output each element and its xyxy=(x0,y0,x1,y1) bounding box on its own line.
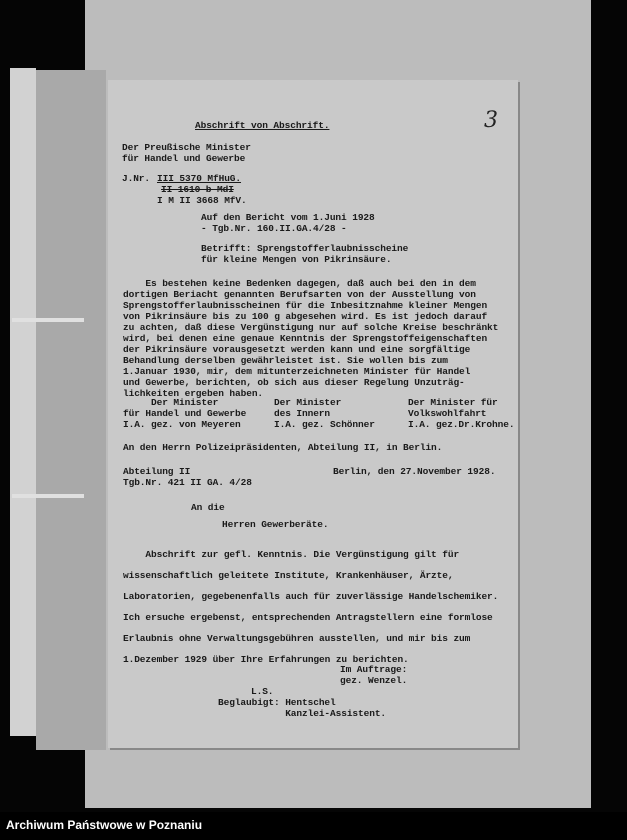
place-date: Berlin, den 27.November 1928. xyxy=(333,466,496,477)
text-line: dortigen Beriacht genannten Berufsarten von der Ausstellung von xyxy=(123,289,476,300)
journal-number: III 5370 MfHuG. xyxy=(157,173,242,184)
sender-line: Der Preußische Minister xyxy=(122,142,251,153)
journal-number: II 1610 b MdI xyxy=(161,184,234,195)
journal-label: J.Nr. xyxy=(122,173,151,184)
text-line: lichkeiten ergeben haben. xyxy=(123,388,264,399)
text-line: Erlaubnis ohne Verwaltungsgebühren ausstellen, und mir bis zum xyxy=(123,633,471,644)
text-line: Es bestehen keine Bedenken dagegen, daß auch bei den in dem xyxy=(123,278,476,289)
text-line: 1.Dezember 1929 über Ihre Erfahrungen zu berichten. xyxy=(123,654,409,665)
underlying-sheet xyxy=(36,70,106,750)
signature-interior xyxy=(274,397,375,430)
text-line: Ich ersuche ergebenst, entsprechenden Antragstellern eine formlose xyxy=(123,612,493,623)
text-line: Sprengstofferlaubnisscheinen für die Inbesitznahme kleiner Mengen xyxy=(123,300,488,311)
sender-line: für Handel und Gewerbe xyxy=(122,153,246,164)
certification-line: Kanzlei-Assistent. xyxy=(218,708,387,719)
signature-line: Der Minister für xyxy=(408,397,498,408)
text-line: von Pikrinsäure bis zu 100 g abgesehen wird. Es ist jedoch darauf xyxy=(123,311,488,322)
signature-line: I.A. gez.Dr.Krohne. xyxy=(408,419,515,430)
reference-line: - Tgb.Nr. 160.II.GA.4/28 - xyxy=(201,223,347,234)
body-paragraph-2 xyxy=(123,544,498,670)
seal-mark: L.S. xyxy=(251,686,274,697)
sender xyxy=(122,142,251,164)
certification xyxy=(218,697,386,719)
department-line: Abteilung II xyxy=(123,466,191,477)
signature-line: Der Minister xyxy=(274,397,342,408)
reference xyxy=(201,212,375,234)
closing-line: gez. Wenzel. xyxy=(340,675,408,686)
recipient-line-2: Herren Gewerberäte. xyxy=(222,519,329,530)
certification-line: Beglaubigt: Hentschel xyxy=(218,697,336,708)
paper-clip xyxy=(12,494,84,498)
document-title: Abschrift von Abschrift. xyxy=(195,120,330,131)
addressee: An den Herrn Polizeipräsidenten, Abteilung II, in Berlin. xyxy=(123,442,443,453)
text-line: wird, bei denen eine genaue Kenntnis der Sprengstoffeigenschaften xyxy=(123,333,488,344)
closing-line: Im Auftrage: xyxy=(340,664,408,675)
signature-line: Der Minister xyxy=(123,397,219,408)
department xyxy=(123,466,252,488)
signature-line: für Handel und Gewerbe xyxy=(123,408,247,419)
signature-trade xyxy=(123,397,246,430)
archive-name: Archiwum Państwowe w Poznaniu xyxy=(6,818,203,832)
body-paragraph-1 xyxy=(123,278,498,399)
signature-line: Volkswohlfahrt xyxy=(408,408,487,419)
text-line: Laboratorien, gegebenenfalls auch für zuverlässige Handelschemiker. xyxy=(123,591,499,602)
text-line: wissenschaftlich geleitete Institute, Krankenhäuser, Ärzte, xyxy=(123,570,454,581)
signature-line: des Innern xyxy=(274,408,331,419)
reference-line: Auf den Bericht vom 1.Juni 1928 xyxy=(201,212,375,223)
subject-line: für kleine Mengen von Pikrinsäure. xyxy=(201,254,392,265)
text-line: zu achten, daß diese Vergünstigung nur auf solche Kreise beschränkt xyxy=(123,322,499,333)
paper-clip xyxy=(12,318,84,322)
recipient-line-1: An die xyxy=(191,502,225,513)
department-line: Tgb.Nr. 421 II GA. 4/28 xyxy=(123,477,252,488)
closing xyxy=(340,664,407,686)
left-paper-strip xyxy=(10,68,36,736)
signature-line: I.A. gez. von Meyeren xyxy=(123,419,241,430)
archive-footer xyxy=(0,812,627,840)
journal-number: I M II 3668 MfV. xyxy=(157,195,247,206)
signature-line: I.A. gez. Schönner xyxy=(274,419,375,430)
text-line: und Gewerbe, berichten, ob sich aus dieser Regelung Unzuträg- xyxy=(123,377,465,388)
signature-welfare xyxy=(408,397,514,430)
subject xyxy=(201,243,408,265)
page-number: 3 xyxy=(484,108,498,133)
subject-line: Betrifft: Sprengstofferlaubnisscheine xyxy=(201,243,409,254)
text-line: 1.Januar 1930, mir, dem mitunterzeichneten Minister für Handel xyxy=(123,366,471,377)
journal-numbers xyxy=(157,173,247,206)
text-line: der Pikrinsäure vorausgesetzt werden kann und eine sorgfältige xyxy=(123,344,471,355)
text-line: Behandlung derselben gewährleistet ist. Sie wollen bis zum xyxy=(123,355,448,366)
text-line: Abschrift zur gefl. Kenntnis. Die Vergünstigung gilt für xyxy=(123,549,460,560)
